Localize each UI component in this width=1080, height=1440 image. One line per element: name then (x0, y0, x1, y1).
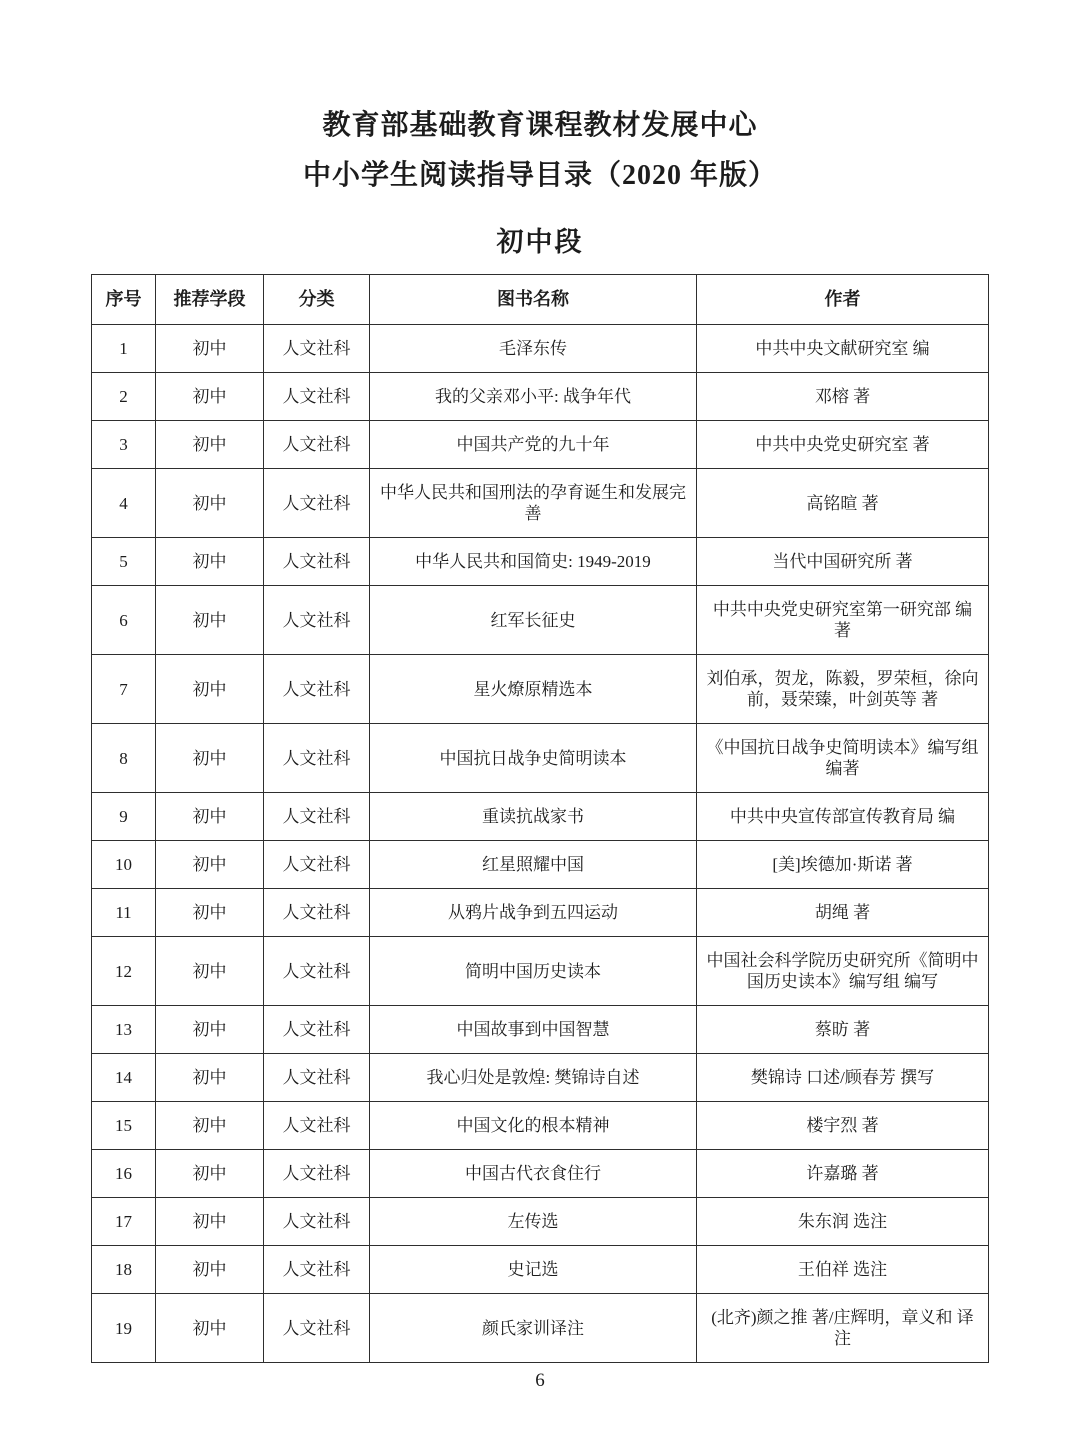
row-number: 5 (92, 538, 156, 586)
header-cell-title: 图书名称 (370, 275, 697, 325)
row-category: 人文社科 (264, 469, 370, 538)
row-stage: 初中 (156, 538, 264, 586)
row-number: 3 (92, 421, 156, 469)
section-title: 初中段 (496, 227, 584, 257)
row-category: 人文社科 (264, 793, 370, 841)
header-cell-category: 分类 (264, 275, 370, 325)
table-body (92, 325, 989, 1363)
row-author: [美]埃德加·斯诺 著 (697, 841, 989, 889)
row-stage: 初中 (156, 1054, 264, 1102)
row-author: 刘伯承，贺龙，陈毅，罗荣桓，徐向前，聂荣臻，叶剑英等 著 (697, 655, 989, 724)
row-category: 人文社科 (264, 889, 370, 937)
row-book-title: 颜氏家训译注 (370, 1294, 697, 1363)
row-stage: 初中 (156, 1198, 264, 1246)
row-number: 11 (92, 889, 156, 937)
row-category: 人文社科 (264, 1150, 370, 1198)
table-row (92, 1102, 989, 1150)
row-number: 9 (92, 793, 156, 841)
row-stage: 初中 (156, 421, 264, 469)
row-stage: 初中 (156, 1006, 264, 1054)
table-row (92, 724, 989, 793)
header-cell-number: 序号 (92, 275, 156, 325)
doc-title-line2: 中小学生阅读指导目录（2020 年版） (302, 160, 777, 191)
row-book-title: 中国文化的根本精神 (370, 1102, 697, 1150)
row-stage: 初中 (156, 889, 264, 937)
table-row (92, 325, 989, 373)
row-book-title: 毛泽东传 (370, 325, 697, 373)
table-row (92, 655, 989, 724)
row-number: 17 (92, 1198, 156, 1246)
row-book-title: 史记选 (370, 1246, 697, 1294)
row-category: 人文社科 (264, 373, 370, 421)
row-stage: 初中 (156, 841, 264, 889)
header-cell-stage: 推荐学段 (156, 275, 264, 325)
table-row (92, 793, 989, 841)
table-row (92, 538, 989, 586)
table-row (92, 1150, 989, 1198)
table-row (92, 841, 989, 889)
row-author: 中国社会科学院历史研究所《简明中国历史读本》编写组 编写 (697, 937, 989, 1006)
row-author: 中共中央党史研究室 著 (697, 421, 989, 469)
row-category: 人文社科 (264, 538, 370, 586)
row-number: 6 (92, 586, 156, 655)
doc-title-line1: 教育部基础教育课程教材发展中心 (322, 110, 758, 141)
row-author: 蔡昉 著 (697, 1006, 989, 1054)
row-number: 10 (92, 841, 156, 889)
row-author: 中共中央文献研究室 编 (697, 325, 989, 373)
row-book-title: 中国共产党的九十年 (370, 421, 697, 469)
row-book-title: 左传选 (370, 1198, 697, 1246)
table-row (92, 373, 989, 421)
row-book-title: 重读抗战家书 (370, 793, 697, 841)
row-number: 18 (92, 1246, 156, 1294)
row-author: 邓榕 著 (697, 373, 989, 421)
table-row (92, 889, 989, 937)
row-stage: 初中 (156, 1150, 264, 1198)
row-author: 许嘉璐 著 (697, 1150, 989, 1198)
row-number: 4 (92, 469, 156, 538)
row-category: 人文社科 (264, 937, 370, 1006)
row-book-title: 红星照耀中国 (370, 841, 697, 889)
row-category: 人文社科 (264, 325, 370, 373)
row-category: 人文社科 (264, 841, 370, 889)
table-row (92, 421, 989, 469)
row-stage: 初中 (156, 586, 264, 655)
row-book-title: 从鸦片战争到五四运动 (370, 889, 697, 937)
table-row (92, 1294, 989, 1363)
row-author: 《中国抗日战争史简明读本》编写组 编著 (697, 724, 989, 793)
row-author: 朱东润 选注 (697, 1198, 989, 1246)
row-number: 15 (92, 1102, 156, 1150)
row-book-title: 中华人民共和国简史: 1949-2019 (370, 538, 697, 586)
row-author: 樊锦诗 口述/顾春芳 撰写 (697, 1054, 989, 1102)
row-author: 中共中央党史研究室第一研究部 编著 (697, 586, 989, 655)
row-book-title: 星火燎原精选本 (370, 655, 697, 724)
row-category: 人文社科 (264, 1294, 370, 1363)
row-author: 中共中央宣传部宣传教育局 编 (697, 793, 989, 841)
row-author: 当代中国研究所 著 (697, 538, 989, 586)
row-number: 7 (92, 655, 156, 724)
table-header-row (92, 275, 989, 325)
table-row (92, 1054, 989, 1102)
table-row (92, 586, 989, 655)
row-stage: 初中 (156, 373, 264, 421)
row-book-title: 我心归处是敦煌: 樊锦诗自述 (370, 1054, 697, 1102)
row-stage: 初中 (156, 724, 264, 793)
row-number: 16 (92, 1150, 156, 1198)
row-author: (北齐)颜之推 著/庄辉明，章义和 译注 (697, 1294, 989, 1363)
row-category: 人文社科 (264, 655, 370, 724)
books-table (91, 274, 989, 1363)
row-category: 人文社科 (264, 1246, 370, 1294)
row-number: 8 (92, 724, 156, 793)
row-stage: 初中 (156, 1294, 264, 1363)
table-row (92, 1198, 989, 1246)
row-category: 人文社科 (264, 724, 370, 793)
row-stage: 初中 (156, 793, 264, 841)
row-author: 王伯祥 选注 (697, 1246, 989, 1294)
row-author: 楼宇烈 著 (697, 1102, 989, 1150)
row-book-title: 中国古代衣食住行 (370, 1150, 697, 1198)
table-row (92, 937, 989, 1006)
row-number: 14 (92, 1054, 156, 1102)
row-category: 人文社科 (264, 421, 370, 469)
page-number: 6 (535, 1370, 545, 1391)
table-row (92, 1006, 989, 1054)
row-number: 12 (92, 937, 156, 1006)
row-book-title: 简明中国历史读本 (370, 937, 697, 1006)
row-category: 人文社科 (264, 1102, 370, 1150)
row-category: 人文社科 (264, 1198, 370, 1246)
row-author: 胡绳 著 (697, 889, 989, 937)
row-book-title: 中国抗日战争史简明读本 (370, 724, 697, 793)
row-stage: 初中 (156, 655, 264, 724)
row-category: 人文社科 (264, 586, 370, 655)
row-number: 19 (92, 1294, 156, 1363)
row-stage: 初中 (156, 937, 264, 1006)
row-number: 13 (92, 1006, 156, 1054)
row-book-title: 我的父亲邓小平: 战争年代 (370, 373, 697, 421)
row-book-title: 红军长征史 (370, 586, 697, 655)
row-number: 2 (92, 373, 156, 421)
row-number: 1 (92, 325, 156, 373)
row-book-title: 中华人民共和国刑法的孕育诞生和发展完善 (370, 469, 697, 538)
table-row (92, 469, 989, 538)
row-stage: 初中 (156, 325, 264, 373)
header-cell-author: 作者 (697, 275, 989, 325)
row-author: 高铭暄 著 (697, 469, 989, 538)
table-row (92, 1246, 989, 1294)
row-stage: 初中 (156, 469, 264, 538)
document-header (0, 0, 1080, 260)
row-stage: 初中 (156, 1246, 264, 1294)
row-category: 人文社科 (264, 1054, 370, 1102)
row-book-title: 中国故事到中国智慧 (370, 1006, 697, 1054)
row-stage: 初中 (156, 1102, 264, 1150)
row-category: 人文社科 (264, 1006, 370, 1054)
